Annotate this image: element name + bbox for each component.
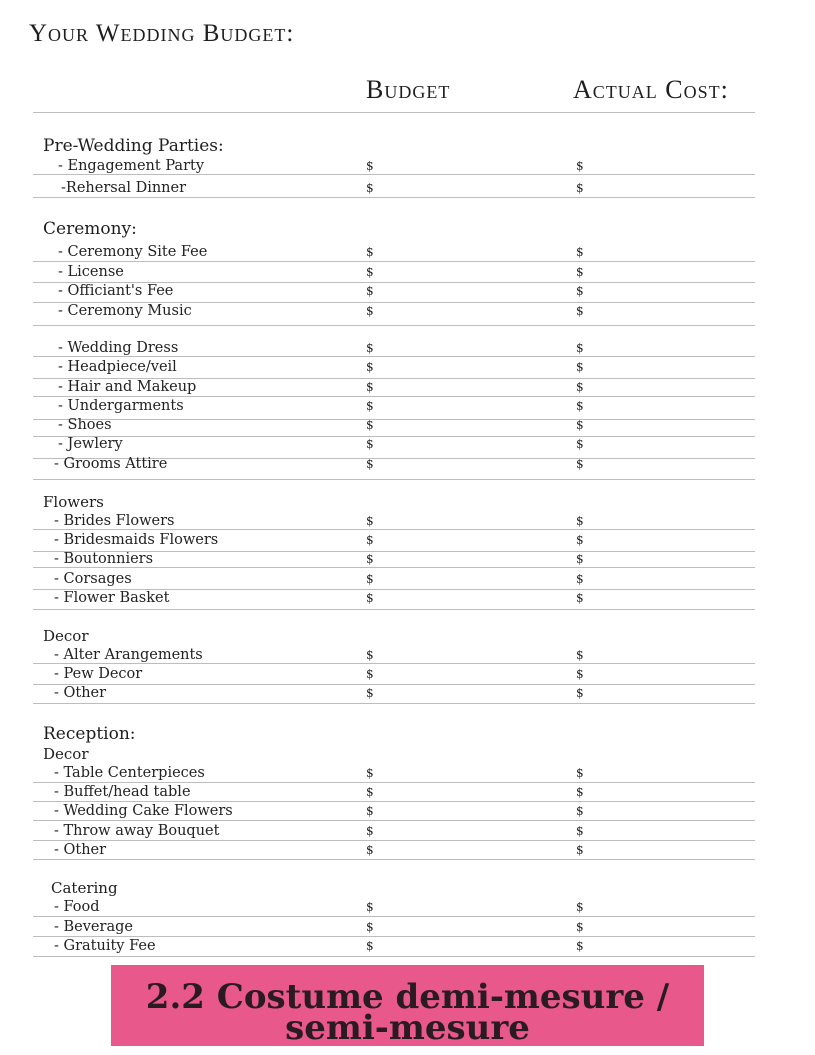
actual-cost-field[interactable]: $ — [576, 667, 584, 681]
budget-amount-field[interactable]: $ — [366, 766, 374, 780]
actual-cost-field[interactable]: $ — [576, 939, 584, 953]
budget-amount-field[interactable]: $ — [366, 360, 374, 374]
budget-amount-field[interactable]: $ — [366, 380, 374, 394]
item-label-engagement-party: - Engagement Party — [58, 158, 205, 174]
budget-amount-field[interactable]: $ — [366, 437, 374, 451]
item-label-gratuity-fee: - Gratuity Fee — [54, 938, 156, 954]
page-title: Your Wedding Budget: — [29, 20, 295, 47]
budget-amount-field[interactable]: $ — [366, 648, 374, 662]
budget-amount-field[interactable]: $ — [366, 418, 374, 432]
actual-cost-field[interactable]: $ — [576, 591, 584, 605]
row-divider — [33, 956, 755, 957]
budget-amount-field[interactable]: $ — [366, 785, 374, 799]
item-label-ceremony-music: - Ceremony Music — [58, 303, 192, 319]
actual-cost-field[interactable]: $ — [576, 785, 584, 799]
actual-cost-field[interactable]: $ — [576, 804, 584, 818]
row-divider — [33, 859, 755, 860]
item-label-corsages: - Corsages — [54, 571, 132, 587]
item-label-hair-and-makeup: - Hair and Makeup — [58, 379, 197, 395]
actual-cost-field[interactable]: $ — [576, 766, 584, 780]
item-label-other: - Other — [54, 685, 107, 701]
section-heading-decor: Decor — [43, 627, 89, 645]
banner — [111, 965, 704, 1046]
actual-cost-field[interactable]: $ — [576, 284, 584, 298]
budget-amount-field[interactable]: $ — [366, 686, 374, 700]
row-divider — [33, 261, 755, 262]
item-label-alter-arangements: - Alter Arangements — [54, 647, 203, 663]
item-label-shoes: - Shoes — [58, 417, 112, 433]
actual-cost-field[interactable]: $ — [576, 380, 584, 394]
section-heading-decor: Decor — [43, 745, 89, 763]
row-divider — [33, 820, 755, 821]
row-divider — [33, 396, 755, 397]
item-label-beverage: - Beverage — [54, 919, 133, 935]
row-divider — [33, 197, 755, 198]
item-label-license: - License — [58, 264, 124, 280]
row-divider — [33, 936, 755, 937]
actual-cost-field[interactable]: $ — [576, 900, 584, 914]
item-label-undergarments: - Undergarments — [58, 398, 184, 414]
section-heading-ceremony: Ceremony: — [43, 219, 137, 239]
budget-amount-field[interactable]: $ — [366, 457, 374, 471]
item-label-throw-away-bouquet: - Throw away Bouquet — [54, 823, 220, 839]
item-label-wedding-dress: - Wedding Dress — [58, 340, 179, 356]
item-label-ceremony-site-fee: - Ceremony Site Fee — [58, 244, 208, 260]
row-divider — [33, 419, 755, 420]
budget-amount-field[interactable]: $ — [366, 265, 374, 279]
budget-amount-field[interactable]: $ — [366, 533, 374, 547]
item-label-brides-flowers: - Brides Flowers — [54, 513, 175, 529]
item-label-table-centerpieces: - Table Centerpieces — [54, 765, 205, 781]
actual-cost-field[interactable]: $ — [576, 824, 584, 838]
row-divider — [33, 479, 755, 480]
actual-cost-field[interactable]: $ — [576, 686, 584, 700]
actual-cost-field[interactable]: $ — [576, 341, 584, 355]
row-divider — [33, 663, 755, 664]
budget-amount-field[interactable]: $ — [366, 824, 374, 838]
budget-amount-field[interactable]: $ — [366, 920, 374, 934]
row-divider — [33, 325, 755, 326]
item-label-boutonniers: - Boutonniers — [54, 551, 154, 567]
item-label-wedding-cake-flowers: - Wedding Cake Flowers — [54, 803, 233, 819]
actual-cost-column-header: Actual Cost: — [573, 75, 729, 104]
actual-cost-field[interactable]: $ — [576, 245, 584, 259]
actual-cost-field[interactable]: $ — [576, 648, 584, 662]
row-divider — [33, 529, 755, 530]
actual-cost-field[interactable]: $ — [576, 572, 584, 586]
actual-cost-field[interactable]: $ — [576, 457, 584, 471]
actual-cost-field[interactable]: $ — [576, 514, 584, 528]
actual-cost-field[interactable]: $ — [576, 399, 584, 413]
actual-cost-field[interactable]: $ — [576, 843, 584, 857]
item-label-pew-decor: - Pew Decor — [54, 666, 143, 682]
actual-cost-field[interactable]: $ — [576, 552, 584, 566]
actual-cost-field[interactable]: $ — [576, 181, 584, 195]
actual-cost-field[interactable]: $ — [576, 265, 584, 279]
item-label-bridesmaids-flowers: - Bridesmaids Flowers — [54, 532, 219, 548]
row-divider — [33, 356, 755, 357]
section-heading-reception: Reception: — [43, 724, 136, 744]
budget-amount-field[interactable]: $ — [366, 399, 374, 413]
item-label-flower-basket: - Flower Basket — [54, 590, 170, 606]
budget-amount-field[interactable]: $ — [366, 284, 374, 298]
section-heading-catering: Catering — [51, 879, 118, 897]
section-heading-flowers: Flowers — [43, 493, 104, 511]
budget-amount-field[interactable]: $ — [366, 900, 374, 914]
row-divider — [33, 782, 755, 783]
budget-amount-field[interactable]: $ — [366, 341, 374, 355]
row-divider — [33, 567, 755, 568]
budget-amount-field[interactable]: $ — [366, 514, 374, 528]
item-label-headpiece-veil: - Headpiece/veil — [58, 359, 177, 375]
actual-cost-field[interactable]: $ — [576, 920, 584, 934]
actual-cost-field[interactable]: $ — [576, 304, 584, 318]
item-label-officiant-s-fee: - Officiant's Fee — [58, 283, 174, 299]
actual-cost-field[interactable]: $ — [576, 437, 584, 451]
actual-cost-field[interactable]: $ — [576, 360, 584, 374]
budget-amount-field[interactable]: $ — [366, 552, 374, 566]
budget-amount-field[interactable]: $ — [366, 939, 374, 953]
budget-amount-field[interactable]: $ — [366, 159, 374, 173]
budget-column-header: Budget — [366, 75, 451, 104]
budget-amount-field[interactable]: $ — [366, 667, 374, 681]
budget-amount-field[interactable]: $ — [366, 181, 374, 195]
row-divider — [33, 436, 755, 437]
row-divider — [33, 684, 755, 685]
budget-amount-field[interactable]: $ — [366, 804, 374, 818]
item-label-jewlery: - Jewlery — [58, 436, 123, 452]
budget-amount-field[interactable]: $ — [366, 843, 374, 857]
row-divider — [33, 916, 755, 917]
row-divider — [33, 840, 755, 841]
item-label-grooms-attire: - Grooms Attire — [54, 456, 168, 472]
item-label-other: - Other — [54, 842, 107, 858]
section-heading-pre-wedding-parties: Pre-Wedding Parties: — [43, 136, 224, 156]
item-label-buffet-head-table: - Buffet/head table — [54, 784, 191, 800]
row-divider — [33, 609, 755, 610]
budget-amount-field[interactable]: $ — [366, 304, 374, 318]
row-divider — [33, 703, 755, 704]
item-label-rehersal-dinner: -Rehersal Dinner — [61, 180, 187, 196]
budget-amount-field[interactable]: $ — [366, 591, 374, 605]
actual-cost-field[interactable]: $ — [576, 159, 584, 173]
row-divider — [33, 174, 755, 175]
header-divider — [33, 112, 755, 113]
actual-cost-field[interactable]: $ — [576, 533, 584, 547]
banner-text: 2.2 Costume demi-mesure / semi-mesure — [145, 977, 670, 1046]
budget-amount-field[interactable]: $ — [366, 572, 374, 586]
budget-amount-field[interactable]: $ — [366, 245, 374, 259]
item-label-food: - Food — [54, 899, 100, 915]
actual-cost-field[interactable]: $ — [576, 418, 584, 432]
row-divider — [33, 801, 755, 802]
